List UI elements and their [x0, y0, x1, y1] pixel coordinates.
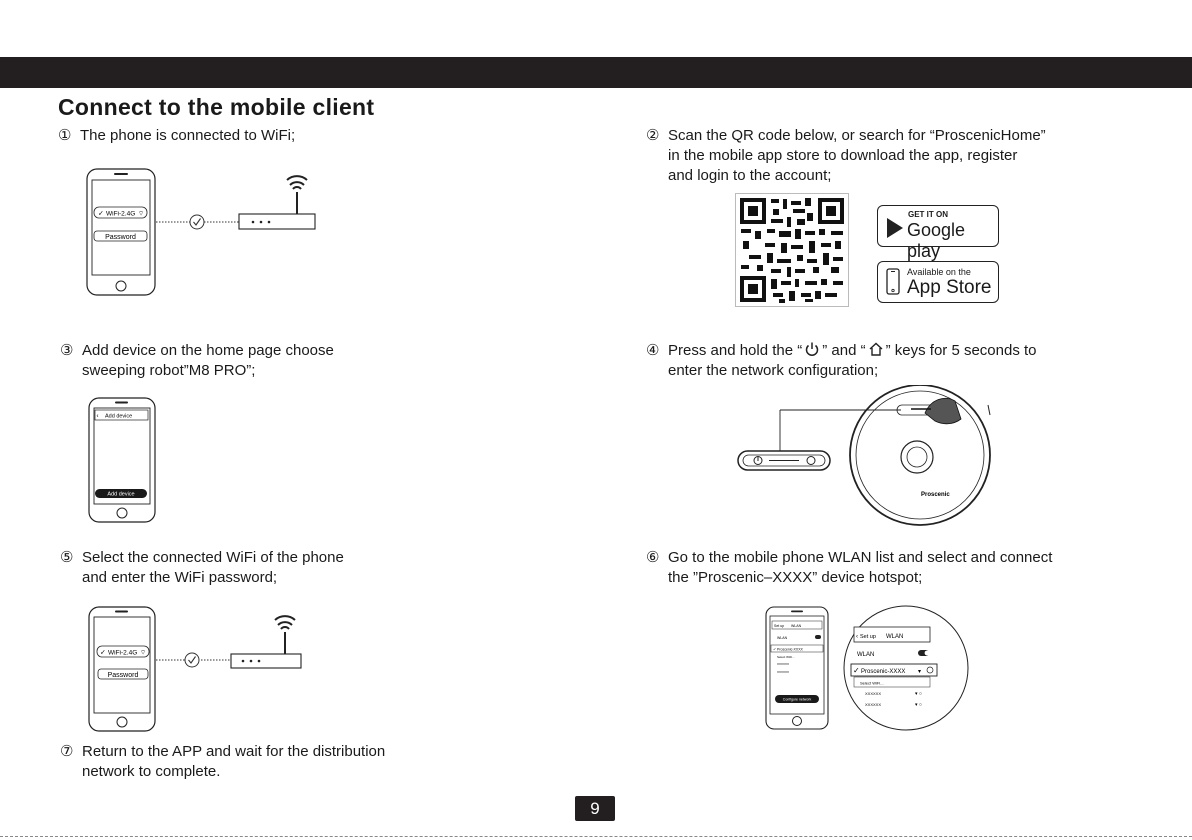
wifi-name: WiFi-2.4G: [106, 210, 136, 218]
google-play-badge[interactable]: [877, 205, 999, 261]
app-store-badge[interactable]: [877, 261, 999, 303]
step-5: ⑤ Select the connected WiFi of the phone and enter the WiFi password;: [60, 549, 344, 586]
wifi-name: WiFi-2.4G: [108, 649, 138, 657]
wifi-icon: ⌔: [138, 210, 145, 218]
phone-speaker: [114, 173, 128, 175]
check-icon: ✓: [853, 666, 860, 675]
mini-network-label: Proscenic-XXXX: [777, 647, 803, 652]
cut-line: [0, 836, 1192, 837]
connected-check-icon: [185, 653, 199, 667]
phone-screen: [92, 180, 150, 275]
mini-wlan-title: WLAN: [791, 624, 802, 628]
step-4: ④ Press and hold the “ ” and “ ” keys for 5 seconds to enter the network configuration;: [646, 342, 1037, 379]
qr-code: [735, 193, 849, 307]
network-other-2: XXXXXX: [865, 702, 882, 707]
app-store-label: App Store: [907, 277, 992, 298]
google-play-small-label: GET IT ON: [908, 210, 948, 219]
step-6: ⑥ Go to the mobile phone WLAN list and select and connect the ”Proscenic–XXXX” device hotspot;: [646, 549, 1053, 586]
wifi-lock-icon: ▾: [918, 669, 922, 675]
mini-select-label: Select WiFi...: [777, 655, 795, 659]
back-label: Set up: [860, 634, 876, 640]
mini-configure-label: Configure network: [782, 697, 812, 702]
robot-sensor: [901, 441, 933, 473]
page-number: 9: [575, 796, 615, 821]
power-icon: [804, 341, 820, 357]
wifi-signal-icon: [278, 622, 292, 625]
mini-back-label: Set up: [774, 624, 785, 628]
google-play-label: Google play: [907, 220, 966, 261]
network-other-1: XXXXXX: [865, 691, 882, 696]
mini-wlan-label: WLAN: [777, 636, 788, 640]
connected-check-icon: [190, 215, 204, 229]
check-icon: ✓: [100, 649, 106, 657]
iphone-icon: [886, 268, 900, 295]
phone-wlan-figure: [765, 603, 977, 731]
robot-figure: [735, 385, 997, 527]
page-title: Connect to the mobile client: [58, 94, 375, 120]
home-icon: [868, 341, 884, 357]
mini-other-2: XXXXXX: [777, 670, 790, 674]
check-icon: ✓: [98, 210, 104, 218]
mini-other-1: XXXXXX: [777, 662, 790, 666]
add-device-field-label: Add device: [105, 413, 133, 420]
robot-brand: Proscenic: [921, 492, 950, 498]
wlan-title: WLAN: [886, 634, 904, 640]
back-chevron-icon: ‹: [856, 634, 858, 640]
step-1: ① The phone is connected to WiFi;: [58, 127, 296, 144]
wifi-icon: ⌔: [140, 649, 147, 657]
step-7: ⑦ Return to the APP and wait for the distribution network to complete.: [60, 743, 386, 780]
back-chevron-icon: ‹: [96, 413, 99, 420]
phone-password-figure: [88, 606, 308, 734]
add-device-button-label: Add device: [107, 491, 135, 498]
wlan-label: WLAN: [857, 652, 875, 658]
wifi-icon: ▾ ○: [915, 691, 922, 697]
password-label: Password: [107, 672, 139, 679]
play-icon: [885, 217, 905, 239]
router: [231, 654, 301, 668]
select-wifi-label: Select WiFi...: [860, 680, 884, 686]
wifi-icon: ▾ ○: [915, 702, 922, 708]
step-3: ③ Add device on the home page choose sweeping robot”M8 PRO”;: [60, 342, 334, 379]
phone-add-device-figure: [88, 397, 158, 525]
network-label: Proscenic-XXXX: [861, 669, 906, 675]
phone-screen: [94, 617, 150, 713]
app-store-small-label: Available on the: [907, 267, 971, 277]
router: [239, 214, 315, 229]
mini-check-icon: ✓: [773, 646, 777, 652]
wifi-signal-icon: [290, 182, 304, 185]
password-label: Password: [105, 234, 136, 241]
step-2: ② Scan the QR code below, or search for “ProscenicHome” in the mobile app store to download the app, register and login to the account;: [646, 127, 1046, 184]
header-bar: [0, 57, 1192, 88]
phone-wifi-figure: [86, 168, 326, 300]
